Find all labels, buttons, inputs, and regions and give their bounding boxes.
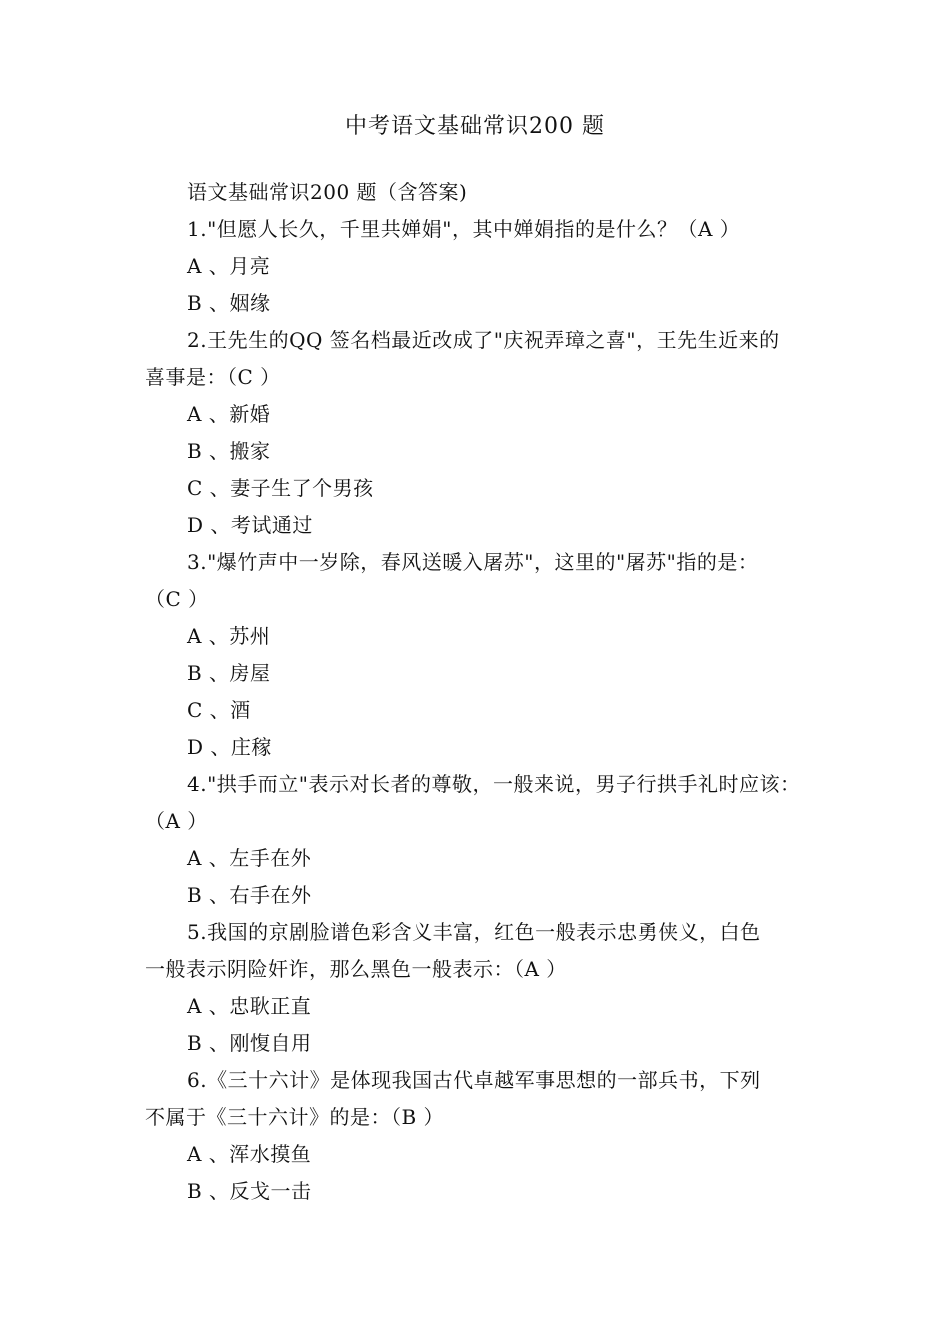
question-2-option-d: D 、考试通过	[187, 513, 313, 537]
question-4-option-a: A 、左手在外	[187, 846, 312, 870]
question-2-option-a: A 、新婚	[187, 402, 271, 426]
question-6-text-line-1: 6.《三十六计》是体现我国古代卓越军事思想的一部兵书，下列	[187, 1068, 761, 1092]
question-5-option-a: A 、忠耿正直	[187, 994, 312, 1018]
question-4-text-line-2: （A ）	[145, 809, 208, 833]
document-body	[145, 174, 810, 1210]
question-6	[145, 1062, 810, 1210]
question-5-text-line-2: 一般表示阴险奸诈，那么黑色一般表示：（A ）	[145, 957, 567, 981]
question-4	[145, 766, 810, 914]
document-title: 中考语文基础常识200 题	[345, 114, 605, 139]
question-5-text-line-1: 5.我国的京剧脸谱色彩含义丰富，红色一般表示忠勇侠义，白色	[187, 920, 761, 944]
question-5-option-b: B 、刚愎自用	[187, 1031, 312, 1055]
question-3-option-c: C 、酒	[187, 698, 251, 722]
question-3-option-d: D 、庄稼	[187, 735, 272, 759]
question-3	[145, 544, 810, 766]
question-6-option-b: B 、反戈一击	[187, 1179, 312, 1203]
question-4-option-b: B 、右手在外	[187, 883, 312, 907]
document-subtitle: 语文基础常识200 题（含答案)	[187, 180, 468, 204]
question-3-text-line-2: （C ）	[145, 587, 209, 611]
question-2-text-line-2: 喜事是：（C ）	[145, 365, 281, 389]
question-6-option-a: A 、浑水摸鱼	[187, 1142, 312, 1166]
question-3-option-a: A 、苏州	[187, 624, 271, 648]
question-3-option-b: B 、房屋	[187, 661, 271, 685]
question-2-option-b: B 、搬家	[187, 439, 271, 463]
question-6-text-line-2: 不属于《三十六计》的是：（B ）	[145, 1105, 445, 1129]
question-2-option-c: C 、妻子生了个男孩	[187, 476, 374, 500]
question-3-text-line-1: 3."爆竹声中一岁除，春风送暖入屠苏"，这里的"屠苏"指的是：	[187, 550, 759, 574]
question-5	[145, 914, 810, 1062]
question-1-text: 1."但愿人长久，千里共婵娟"，其中婵娟指的是什么？（A ）	[187, 217, 741, 241]
question-2	[145, 322, 810, 544]
question-1-option-b: B 、姻缘	[187, 291, 271, 315]
question-1	[145, 211, 810, 322]
question-1-option-a: A 、月亮	[187, 254, 271, 278]
question-2-text-line-1: 2.王先生的QQ 签名档最近改成了"庆祝弄璋之喜"，王先生近来的	[187, 328, 780, 352]
question-4-text-line-1: 4."拱手而立"表示对长者的尊敬，一般来说，男子行拱手礼时应该：	[187, 772, 801, 796]
